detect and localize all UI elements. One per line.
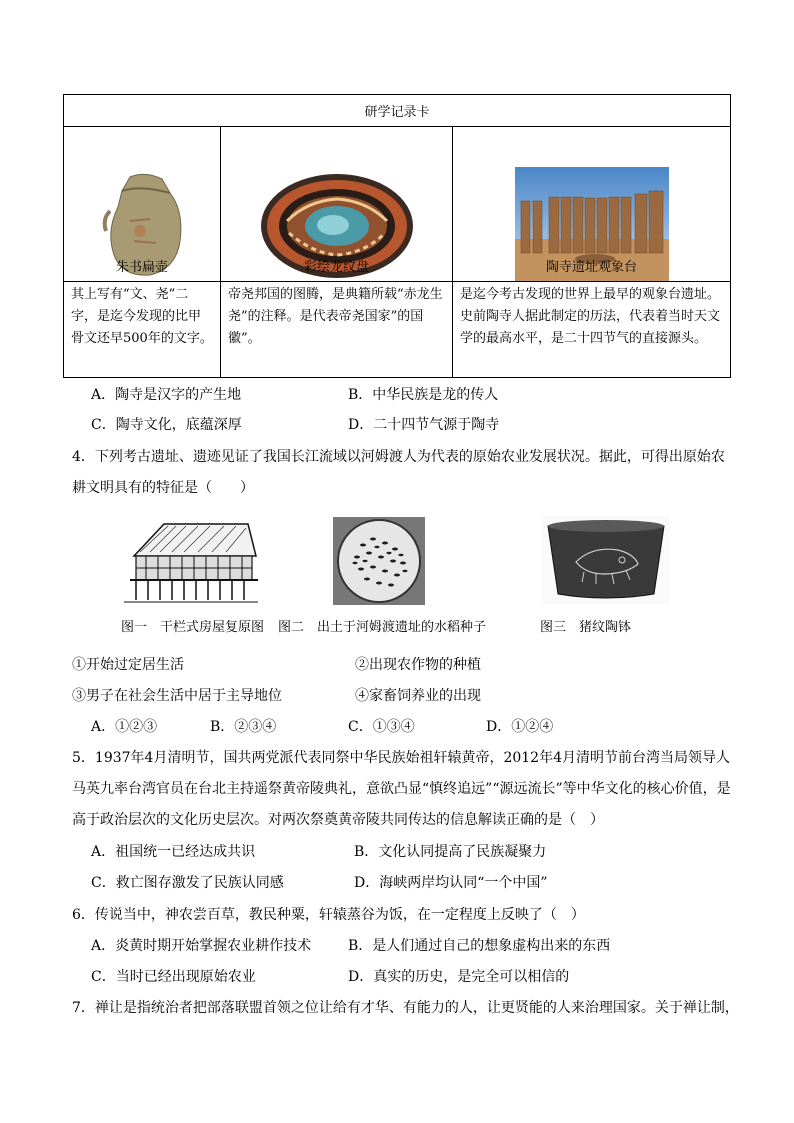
card-text-2: 帝尧邦国的图腾，是典籍所载“赤龙生尧”的注释。是代表帝尧国家”的国徽”。 (221, 282, 453, 378)
q4-stem-line1: 4．下列考古遗址、遗迹见证了我国长江流域以河姆渡人为代表的原始农业发展状况。据此，可得出原始农 (72, 449, 725, 465)
q4-option-a[interactable]: A．①②③ (91, 719, 158, 735)
q6-option-d[interactable]: D．真实的历史，是完全可以相信的 (348, 969, 570, 985)
q6-stem: 6．传说当中，神农尝百草，教民种粟，轩辕蒸谷为饭，在一定程度上反映了（ ） (72, 907, 585, 923)
q5-option-c[interactable]: C．救亡图存激发了民族认同感 (91, 875, 284, 891)
q3-option-c[interactable]: C．陶寺文化，底蕴深厚 (91, 417, 242, 433)
q4-figure-caption-1: 图一 干栏式房屋复原图 (121, 620, 265, 635)
q3-option-d[interactable]: D．二十四节气源于陶寺 (348, 417, 500, 433)
q6-option-c[interactable]: C．当时已经出现原始农业 (91, 969, 256, 985)
q4-statement-4: ④家畜饲养业的出现 (355, 688, 481, 704)
q6-option-b[interactable]: B．是人们通过自己的想象虚构出来的东西 (348, 938, 611, 954)
q5-stem-line1: 5．1937年4月清明节，国共两党派代表同祭中华民族始祖轩辕黄帝，2012年4月清明节前台湾当局领导人 (72, 750, 730, 766)
q4-stem-line2: 耕文明具有的特征是（ ） (72, 480, 254, 496)
q5-option-d[interactable]: D．海峡两岸均认同“一个中国” (354, 875, 548, 891)
card-caption-2: 彩绘龙纹盘 (303, 260, 369, 275)
q5-option-b[interactable]: B．文化认同提高了民族凝聚力 (354, 844, 547, 860)
q4-statement-1: ①开始过定居生活 (72, 657, 184, 673)
q5-stem-line2: 马英九率台湾官员在台北主持遥祭黄帝陵典礼，意欲凸显“慎终追远”“源远流长”等中华文化的核心价值，是 (72, 781, 731, 797)
q4-statement-2: ②出现农作物的种植 (355, 657, 481, 673)
research-record-card (63, 94, 731, 378)
q4-figure-caption-2: 图二 出土于河姆渡遗址的水稻种子 (278, 620, 487, 635)
q6-option-a[interactable]: A．炎黄时期开始掌握农业耕作技术 (91, 938, 312, 954)
q7-stem: 7．禅让是指统治者把部落联盟首领之位让给有才华、有能力的人，让更贤能的人来治理国家。关于禅让制， (72, 1000, 739, 1016)
q4-option-b[interactable]: B．②③④ (210, 719, 277, 735)
q3-option-b[interactable]: B．中华民族是龙的传人 (348, 387, 499, 403)
q4-option-c[interactable]: C．①③④ (348, 719, 415, 735)
rice-seeds-image (333, 517, 425, 605)
q3-option-a[interactable]: A．陶寺是汉字的产生地 (91, 387, 242, 403)
q4-option-d[interactable]: D．①②④ (486, 719, 554, 735)
card-caption-3: 陶寺遗址观象台 (546, 260, 638, 275)
q4-statement-3: ③男子在社会生活中居于主导地位 (72, 688, 282, 704)
q5-stem-line3: 高于政治层次的文化历史层次。对两次祭奠黄帝陵共同传达的信息解读正确的是（ ） (72, 812, 604, 828)
card-text-1: 其上写有“文、尧”二字，是迄今发现的比甲骨文还早500年的文字。 (64, 282, 221, 378)
pig-pottery-bowl-image (542, 516, 670, 604)
q4-figure-caption-3: 图三 猪纹陶钵 (540, 620, 632, 635)
q5-option-a[interactable]: A．祖国统一已经达成共识 (91, 844, 256, 860)
card-image-cell-1 (64, 127, 221, 282)
card-title: 研学记录卡 (64, 95, 731, 127)
card-image-cell-3 (453, 127, 731, 282)
card-image-cell-2 (221, 127, 453, 282)
card-caption-1: 朱书扁壶 (115, 260, 168, 275)
stilt-house-image (120, 518, 260, 606)
card-text-3: 是迄今考古发现的世界上最早的观象台遗址。史前陶寺人据此制定的历法，代表着当时天文学的最高水平，是二十四节气的直接源头。 (453, 282, 731, 378)
